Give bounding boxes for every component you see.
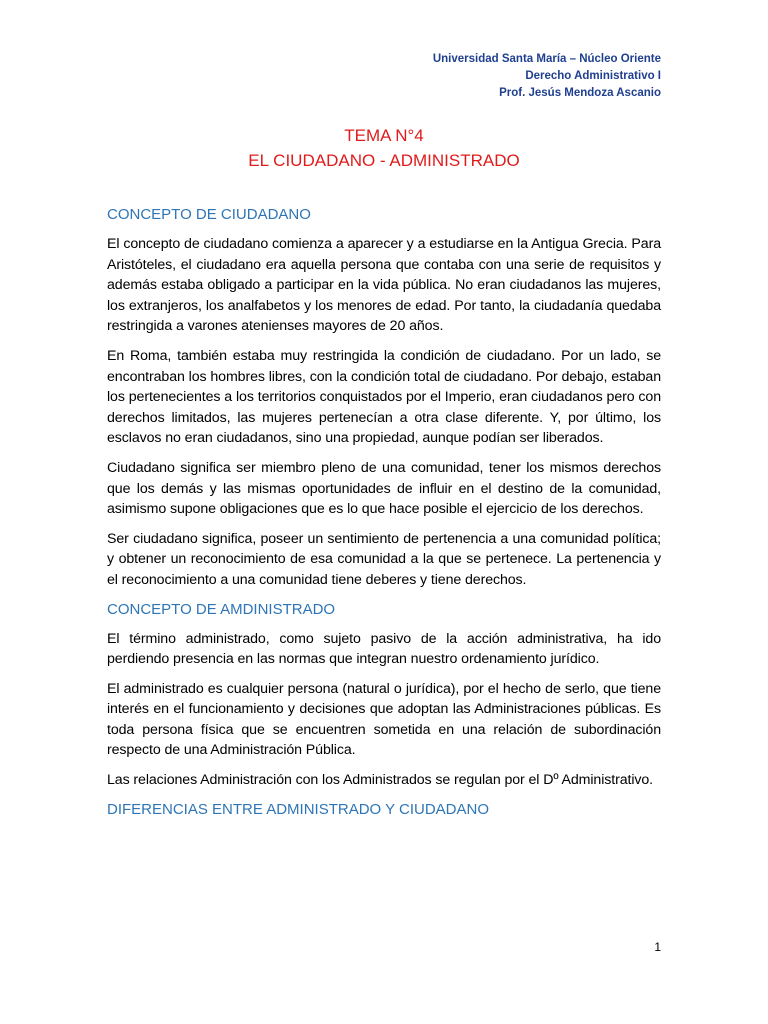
title-topic-name: EL CIUDADANO - ADMINISTRADO [248,151,520,170]
section-heading-ciudadano: CONCEPTO DE CIUDADANO [107,206,311,223]
paragraph: Las relaciones Administración con los Administrados se regulan por el Dº Administrativo. [107,772,654,789]
document-title [0,123,768,173]
section-heading-diferencias: DIFERENCIAS ENTRE ADMINISTRADO Y CIUDADANO [107,800,490,818]
paragraph: Ser ciudadano significa, poseer un sentimiento de pertenencia a una comunidad política; y obtener un reconocimiento de esa comunidad a la que se pertenece. La pertenencia y el reconocimiento a una comunidad tiene deberes y tiene derechos. [107,530,661,588]
header-university: Universidad Santa María – Núcleo Oriente [432,53,661,65]
paragraph: El administrado es cualquier persona (natural o jurídica), por el hecho de serlo, que tiene interés en el funcionamiento y decisiones que adoptan las Administraciones públicas. Es toda persona física que se encuentren sometida en una relación de subordinación respecto de una Administración Pública. [107,680,661,759]
document-body [107,205,661,829]
paragraph: El concepto de ciudadano comienza a aparecer y a estudiarse en la Antigua Grecia. Para Aristóteles, el ciudadano era aquella persona que contaba con una serie de requisitos y además estaba obligado a participar en la vida pública. No eran ciudadanos las mujeres, los extranjeros, los analfabetos y los menores de edad. Por tanto, la ciudadanía quedaba restringida a varones atenienses mayores de 20 años. [107,236,661,335]
page-number: 1 [654,940,661,954]
paragraph: Ciudadano significa ser miembro pleno de una comunidad, tener los mismos derechos que los demás y las mismas oportunidades de influir en el destino de la comunidad, asimismo supone obligaciones que es lo que hace posible el ejercicio de los derechos. [107,459,661,518]
paragraph: En Roma, también estaba muy restringida la condición de ciudadano. Por un lado, se encontraban los hombres libres, con la condición total de ciudadano. Por debajo, estaban los pertenecientes a los territorios conquistados por el Imperio, eran ciudadanos pero con derechos limitados, las mujeres pertenecían a otra clase diferente. Y, por último, los esclavos no eran ciudadanos, sino una propiedad, aunque podían ser liberados. [107,347,661,447]
header-professor: Prof. Jesús Mendoza Ascanio [499,87,661,99]
paragraph: El término administrado, como sujeto pasivo de la acción administrativa, ha ido perdiendo presencia en las normas que integran nuestro ordenamiento jurídico. [107,630,661,668]
header-course: Derecho Administrativo I [525,70,661,82]
page-header [433,51,661,102]
section-heading-administrado: CONCEPTO DE AMDINISTRADO [107,600,336,618]
title-topic-number: TEMA N°4 [344,126,424,145]
